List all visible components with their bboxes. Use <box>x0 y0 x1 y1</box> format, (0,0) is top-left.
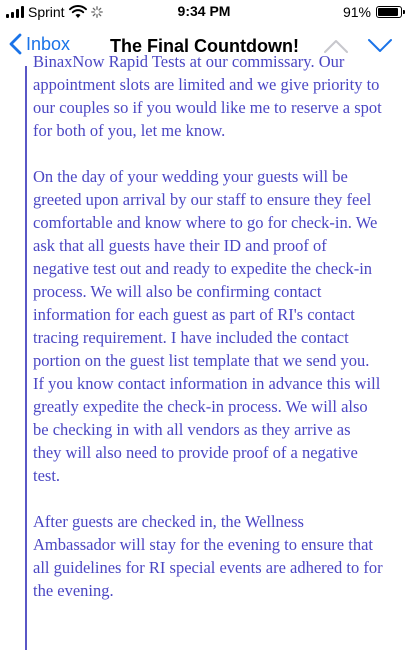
chevron-left-icon <box>8 33 22 55</box>
email-subject-title: The Final Countdown! <box>110 36 299 56</box>
battery-icon <box>376 6 402 18</box>
battery-fill <box>378 8 398 16</box>
quoted-message <box>33 50 383 625</box>
paragraph-check-in: On the day of your wedding your guests will be greeted upon arrival by our staff to ensure they feel comfortable and know where to go for check-in. We ask that all guests have their ID and proof of negative test out and ready to expedite the check-in process. We will also be confirming contact information for each guest as part of RI's contact tracing requirement. I have included the contact portion on the guest list template that we send you. If you know contact information in advance this will greatly expedite the check-in process. We will also be checking in with all vendors as they arrive as they will also need to provide proof of a negative test. <box>33 167 381 485</box>
status-right <box>343 4 402 20</box>
paragraph-wellness-ambassador: After guests are checked in, the Wellness Ambassador will stay for the evening to ensure that all guidelines for RI special events are adhered to for the evening. <box>33 512 383 600</box>
status-time: 9:34 PM <box>177 3 231 19</box>
paragraph-test-slots: BinaxNow Rapid Tests at our commissary. Our appointment slots are limited and we give priority to our couples so if you would like me to reserve a spot for both of you, let me know. <box>33 52 382 140</box>
status-bar <box>0 0 408 24</box>
carrier-name: Sprint <box>28 4 65 20</box>
quote-bar <box>25 66 27 650</box>
battery-percent: 91% <box>342 4 371 20</box>
email-body[interactable] <box>0 52 408 650</box>
back-label: Inbox <box>26 33 71 54</box>
